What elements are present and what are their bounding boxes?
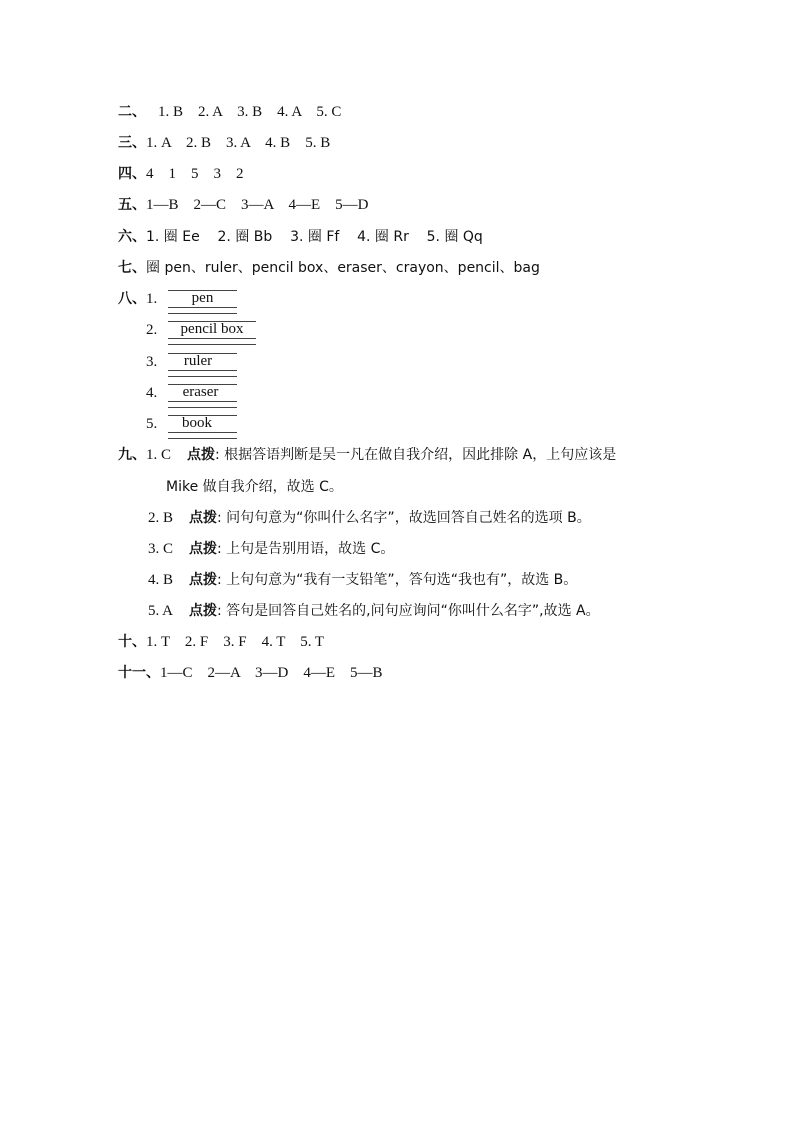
section-label: 十、: [118, 634, 146, 650]
section-9-item-4: [148, 570, 577, 590]
section-3: [118, 133, 330, 153]
word-item-number: 3.: [146, 354, 158, 370]
word-writing-box: [168, 384, 237, 410]
tip-text: : 根据答语判断是吴一凡在做自我介绍，因此排除 A，上句应该是: [215, 447, 617, 463]
item-answer: 3. C: [148, 541, 174, 557]
word-item-number: 1.: [146, 291, 158, 307]
tip-label: 点拨: [187, 447, 216, 463]
tip-text: : 问句句意为“你叫什么名字”，故选回答自己姓名的选项 B。: [217, 510, 591, 526]
section-label: 五、: [118, 197, 146, 213]
item-answer: 5. A: [148, 603, 174, 619]
section-7: [118, 258, 540, 278]
word-writing-box: [168, 353, 237, 379]
tip-text-continued: Mike 做自我介绍，故选 C。: [166, 479, 343, 495]
tip-label: 点拨: [189, 510, 218, 526]
section-answers: 圈 pen、ruler、pencil box、eraser、crayon、pencil、bag: [146, 260, 540, 276]
section-answers: 4 1 5 3 2: [146, 166, 244, 182]
word-item-number: 5.: [146, 416, 158, 432]
item-answer: 1. C: [146, 447, 172, 463]
item-answer: 4. B: [148, 572, 174, 588]
tip-label: 点拨: [189, 603, 218, 619]
section-4: [118, 164, 244, 184]
section-label: 七、: [118, 260, 146, 276]
word-answer: book: [182, 415, 212, 431]
section-answers: 1. T 2. F 3. F 4. T 5. T: [146, 634, 325, 650]
section-answers: 1—C 2—A 3—D 4—E 5—B: [160, 665, 383, 681]
word-item-number: 2.: [146, 322, 158, 338]
section-11: [118, 663, 383, 683]
section-8-label: 八、: [118, 291, 146, 307]
section-label: 三、: [118, 135, 146, 151]
word-writing-box: [168, 290, 237, 316]
item-answer: 2. B: [148, 510, 174, 526]
section-9-item-3: [148, 539, 394, 559]
section-9-item-1: [118, 445, 616, 465]
section-10: [118, 632, 324, 652]
word-answer: eraser: [182, 384, 219, 400]
section-6: [118, 227, 483, 247]
tip-label: 点拨: [189, 541, 218, 557]
section-5: [118, 195, 369, 215]
word-answer: ruler: [183, 353, 213, 369]
word-writing-box: [168, 415, 237, 441]
section-answers: 1—B 2—C 3—A 4—E 5—D: [146, 197, 369, 213]
section-label: 九、: [118, 447, 146, 463]
section-label: 四、: [118, 166, 146, 182]
tip-text: : 上句是告别用语，故选 C。: [217, 541, 395, 557]
tip-text: : 答句是回答自己姓名的,问句应询问“你叫什么名字”,故选 A。: [217, 603, 600, 619]
section-label: 十一、: [118, 665, 160, 681]
section-label: 二、: [118, 104, 146, 120]
word-answer: pen: [191, 290, 214, 306]
section-answers: 1. B 2. A 3. B 4. A 5. C: [158, 104, 342, 120]
word-answer: pencil box: [180, 321, 244, 337]
tip-text: : 上句句意为“我有一支铅笔”，答句选“我也有”，故选 B。: [217, 572, 578, 588]
word-item-number: 4.: [146, 385, 158, 401]
section-9-item-2: [148, 508, 591, 528]
section-2: [118, 102, 341, 122]
section-answers: 1. A 2. B 3. A 4. B 5. B: [146, 135, 331, 151]
section-answers: 1. 圈 Ee 2. 圈 Bb 3. 圈 Ff 4. 圈 Rr 5. 圈 Qq: [146, 229, 483, 245]
tip-label: 点拨: [189, 572, 218, 588]
word-writing-box: [168, 321, 256, 347]
section-9-item-5: [148, 601, 600, 621]
section-label: 六、: [118, 229, 146, 245]
